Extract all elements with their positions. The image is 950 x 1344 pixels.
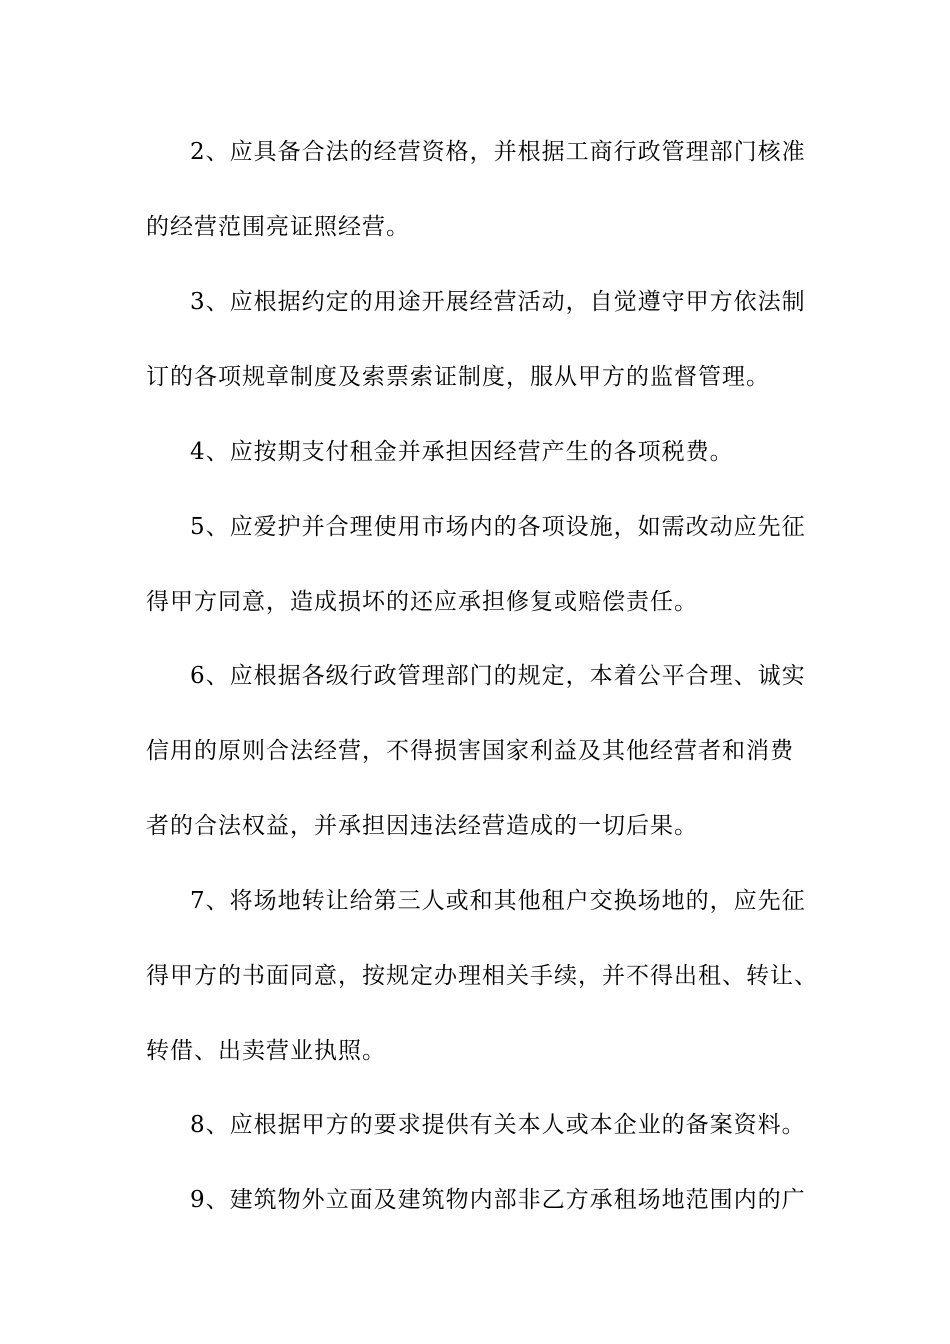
clause-6-line-1: 6、应根据各级行政管理部门的规定，本着公平合理、诚实 — [190, 663, 806, 689]
clause-5-line-1: 5、应爱护并合理使用市场内的各项设施，如需改动应先征 — [190, 514, 806, 540]
clause-3-line-2: 订的各项规章制度及索票索证制度，服从甲方的监督管理。 — [146, 364, 770, 390]
clause-6-line-3: 者的合法权益，并承担因违法经营造成的一切后果。 — [146, 813, 698, 839]
clause-5-line-2: 得甲方同意，造成损坏的还应承担修复或赔偿责任。 — [146, 589, 698, 615]
clause-2-line-2: 的经营范围亮证照经营。 — [146, 214, 410, 240]
clause-9-line-1: 9、建筑物外立面及建筑物内部非乙方承租场地范围内的广 — [190, 1187, 806, 1213]
clause-7-line-3: 转借、出卖营业执照。 — [146, 1038, 386, 1064]
clause-2-line-1: 2、应具备合法的经营资格，并根据工商行政管理部门核准 — [190, 139, 806, 165]
clause-7-line-2: 得甲方的书面同意，按规定办理相关手续，并不得出租、转让、 — [146, 963, 818, 989]
clause-7-line-1: 7、将场地转让给第三人或和其他租户交换场地的，应先征 — [190, 888, 806, 914]
clause-3-line-1: 3、应根据约定的用途开展经营活动，自觉遵守甲方依法制 — [190, 289, 806, 315]
clause-6-line-2: 信用的原则合法经营，不得损害国家利益及其他经营者和消费 — [146, 738, 794, 764]
clause-4-line-1: 4、应按期支付租金并承担因经营产生的各项税费。 — [190, 439, 734, 465]
clause-8-line-1: 8、应根据甲方的要求提供有关本人或本企业的备案资料。 — [190, 1112, 806, 1138]
